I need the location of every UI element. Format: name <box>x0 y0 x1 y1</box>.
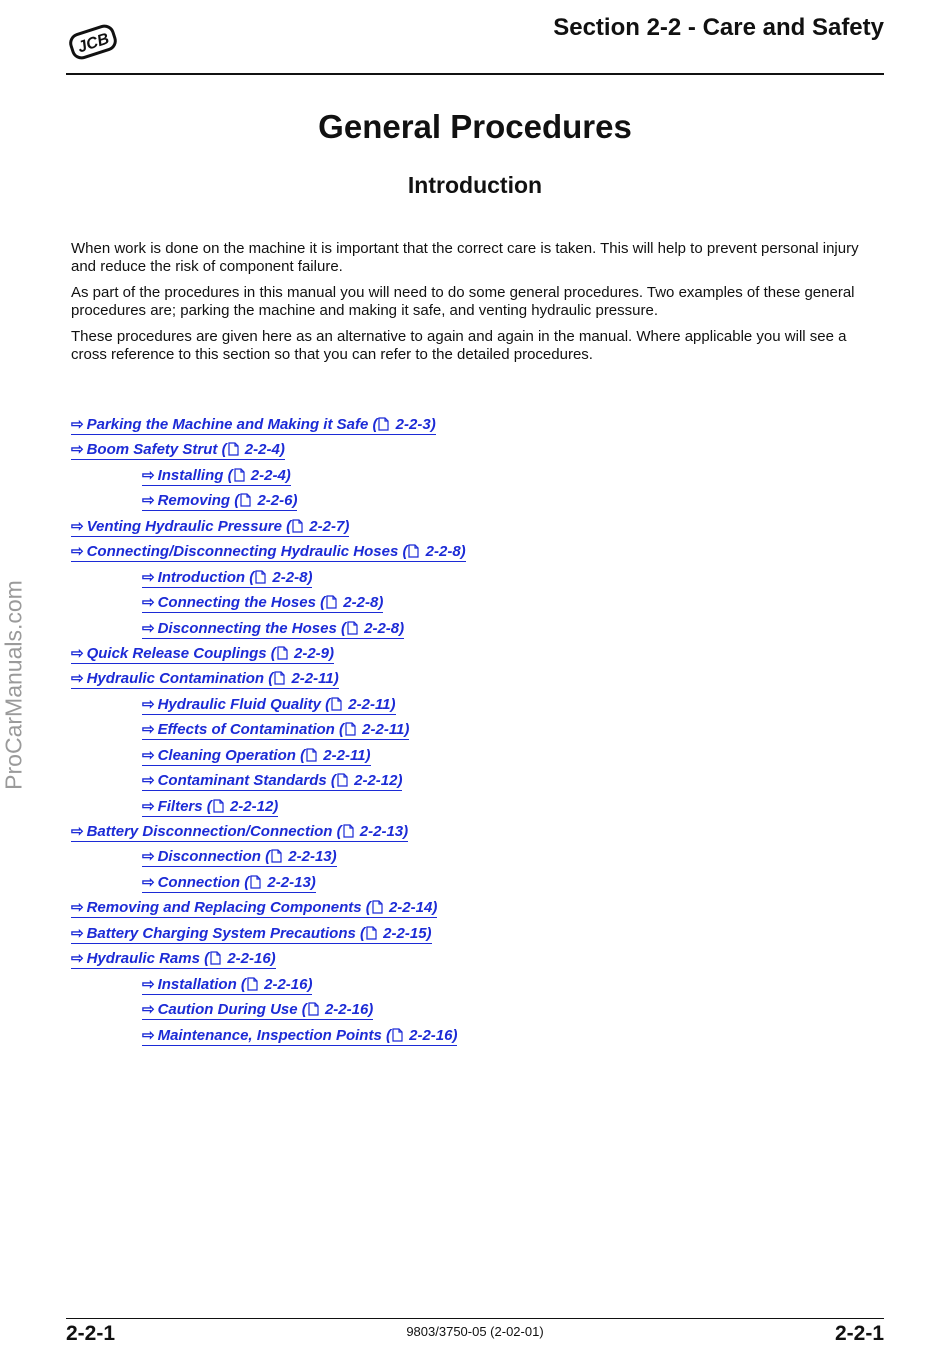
right-arrow-icon: ⇨ <box>142 797 155 815</box>
toc-link-label: Venting Hydraulic Pressure <box>86 517 282 535</box>
intro-text <box>71 240 881 372</box>
right-arrow-icon: ⇨ <box>142 695 155 713</box>
toc-link-label: Filters <box>157 797 203 815</box>
toc-entry <box>71 770 871 795</box>
header-divider <box>66 73 884 75</box>
toc-entry <box>71 974 871 999</box>
toc-page-ref: 2-2-13 <box>267 873 311 891</box>
toc-link[interactable]: ⇨ Effects of Contamination ( 2-2-11) <box>142 721 410 739</box>
right-arrow-icon: ⇨ <box>71 924 84 942</box>
section-title: Section 2-2 - Care and Safety <box>553 14 884 41</box>
toc-entry <box>71 846 871 871</box>
toc-link-label: Removing <box>157 492 231 510</box>
right-arrow-icon: ⇨ <box>142 746 155 764</box>
right-arrow-icon: ⇨ <box>71 543 84 561</box>
toc-link-label: Connection <box>157 873 241 891</box>
toc-link[interactable]: ⇨ Removing ( 2-2-6) <box>142 492 298 510</box>
toc-page-ref: 2-2-8 <box>425 543 461 561</box>
document-page-icon <box>250 875 261 889</box>
toc-link-label: Cleaning Operation <box>157 746 296 764</box>
toc-entry <box>71 745 871 770</box>
toc-link-label: Removing and Replacing Components <box>86 899 362 917</box>
document-page-icon <box>240 493 251 507</box>
right-arrow-icon: ⇨ <box>71 644 84 662</box>
toc-link[interactable]: ⇨ Disconnection ( 2-2-13) <box>142 848 337 866</box>
right-arrow-icon: ⇨ <box>142 1001 155 1019</box>
right-arrow-icon: ⇨ <box>71 517 84 535</box>
right-arrow-icon: ⇨ <box>142 848 155 866</box>
toc-entry <box>71 567 871 592</box>
toc-page-ref: 2-2-8 <box>343 594 379 612</box>
document-page-icon <box>234 468 245 482</box>
right-arrow-icon: ⇨ <box>142 1026 155 1044</box>
toc-link[interactable]: ⇨ Connecting/Disconnecting Hydraulic Hoses ( 2-2-8) <box>71 543 466 561</box>
right-arrow-icon: ⇨ <box>142 873 155 891</box>
document-page-icon <box>213 799 224 813</box>
toc-link-label: Hydraulic Fluid Quality <box>157 695 321 713</box>
toc-link[interactable]: ⇨ Boom Safety Strut ( 2-2-4) <box>71 441 285 459</box>
svg-text:JCB: JCB <box>75 30 112 57</box>
toc-link-label: Introduction <box>157 568 246 586</box>
document-page-icon <box>255 570 266 584</box>
toc-link-label: Caution During Use <box>157 1001 298 1019</box>
toc-link-label: Connecting/Disconnecting Hydraulic Hoses <box>86 543 399 561</box>
toc-entry <box>71 821 871 846</box>
right-arrow-icon: ⇨ <box>142 466 155 484</box>
toc-entry <box>71 694 871 719</box>
toc-link[interactable]: ⇨ Parking the Machine and Making it Safe ( 2-2-3) <box>71 416 436 433</box>
toc-entry <box>71 999 871 1024</box>
document-page-icon <box>366 926 377 940</box>
document-page-icon <box>408 544 419 558</box>
document-page-icon <box>271 849 282 863</box>
footer-document-code: 9803/3750-05 (2-02-01) <box>406 1324 544 1339</box>
toc-page-ref: 2-2-6 <box>257 492 293 510</box>
right-arrow-icon: ⇨ <box>71 441 84 459</box>
document-page-icon <box>326 595 337 609</box>
toc-link[interactable]: ⇨ Venting Hydraulic Pressure ( 2-2-7) <box>71 517 350 535</box>
toc-link-label: Hydraulic Rams <box>86 950 200 968</box>
toc-entry <box>71 897 871 922</box>
toc-page-ref: 2-2-7 <box>309 517 345 535</box>
toc-link-label: Effects of Contamination <box>157 721 335 739</box>
toc-link-label: Installation <box>157 975 237 993</box>
toc-entry <box>71 719 871 744</box>
right-arrow-icon: ⇨ <box>142 492 155 510</box>
toc-link-label: Installing <box>157 466 224 484</box>
toc-page-ref: 2-2-16 <box>324 1001 369 1019</box>
toc-entry <box>71 948 871 973</box>
toc-page-ref: 2-2-11 <box>348 695 391 713</box>
right-arrow-icon: ⇨ <box>142 594 155 612</box>
footer-page-number-left: 2-2-1 <box>66 1322 116 1345</box>
toc-page-ref: 2-2-16 <box>409 1026 453 1044</box>
toc-link[interactable]: ⇨ Contaminant Standards ( 2-2-12) <box>142 772 403 790</box>
toc-link[interactable]: ⇨ Caution During Use ( 2-2-16) <box>142 1001 374 1019</box>
toc-page-ref: 2-2-14 <box>388 899 433 917</box>
toc-entry <box>71 872 871 897</box>
right-arrow-icon: ⇨ <box>142 619 155 637</box>
toc-entry <box>71 414 871 439</box>
document-page-icon <box>274 671 285 685</box>
toc-link-label: Hydraulic Contamination <box>86 670 265 688</box>
toc-entry <box>71 439 871 464</box>
toc-page-ref: 2-2-16 <box>227 950 271 968</box>
toc-page-ref: 2-2-8 <box>364 619 400 637</box>
toc-page-ref: 2-2-11 <box>362 721 405 739</box>
toc-page-ref: 2-2-15 <box>383 924 427 942</box>
toc-entry <box>71 516 871 541</box>
document-page-icon <box>331 697 342 711</box>
toc-page-ref: 2-2-8 <box>272 568 308 586</box>
document-page-icon <box>345 722 356 736</box>
page-title: General Procedures <box>318 108 632 145</box>
toc-link[interactable]: ⇨ Quick Release Couplings ( 2-2-9) <box>71 644 335 662</box>
toc-link[interactable]: ⇨ Hydraulic Rams ( 2-2-16) <box>71 950 276 968</box>
watermark: ProCarManuals.com <box>0 580 27 790</box>
toc-page-ref: 2-2-16 <box>264 975 308 993</box>
subtitle: Introduction <box>407 172 543 198</box>
toc-link-label: Boom Safety Strut <box>86 441 218 459</box>
toc-entry <box>71 592 871 617</box>
toc-link-label: Battery Charging System Precautions <box>86 924 356 942</box>
toc-link-label: Parking the Machine and Making it Safe <box>86 416 369 433</box>
document-page-icon <box>337 773 348 787</box>
toc-link[interactable]: ⇨ Connection ( 2-2-13) <box>142 873 316 891</box>
jcb-logo <box>66 18 120 66</box>
toc-link[interactable]: ⇨ Introduction ( 2-2-8) <box>142 568 313 586</box>
toc-link-label: Battery Disconnection/Connection <box>86 823 333 840</box>
document-page-icon <box>306 748 317 762</box>
toc-page-ref: 2-2-11 <box>291 670 334 688</box>
document-page-icon <box>228 442 239 456</box>
right-arrow-icon: ⇨ <box>71 950 84 968</box>
document-page-icon <box>277 646 288 660</box>
document-page-icon <box>247 977 258 991</box>
toc-entry <box>71 541 871 566</box>
toc-link[interactable]: ⇨ Battery Charging System Precautions ( 2-2-15) <box>71 924 432 942</box>
intro-paragraph: These procedures are given here as an alternative to again and again in the manual. Where applicable you will see a cross reference to this section so that you can refer to the detailed procedures. <box>71 328 847 363</box>
toc-link[interactable]: ⇨ Installing ( 2-2-4) <box>142 466 291 484</box>
toc-entry <box>71 490 871 515</box>
toc-entry <box>71 618 871 643</box>
toc-link[interactable]: ⇨ Installation ( 2-2-16) <box>142 975 313 993</box>
toc-link[interactable]: ⇨ Battery Disconnection/Connection ( 2-2-13) <box>71 823 409 840</box>
toc-link[interactable]: ⇨ Hydraulic Fluid Quality ( 2-2-11) <box>142 695 396 713</box>
document-page-icon <box>292 519 303 533</box>
document-page-icon <box>372 900 383 914</box>
document-page-icon <box>378 417 389 431</box>
document-page-icon <box>210 951 221 965</box>
right-arrow-icon: ⇨ <box>71 416 84 433</box>
right-arrow-icon: ⇨ <box>71 823 84 840</box>
intro-paragraph: When work is done on the machine it is important that the correct care is taken. This will help to prevent personal injury and reduce the risk of component failure. <box>71 240 859 275</box>
toc-entry <box>71 668 871 693</box>
document-page-icon <box>347 621 358 635</box>
toc-link[interactable]: ⇨ Filters ( 2-2-12) <box>142 797 279 815</box>
toc-page-ref: 2-2-4 <box>250 466 286 484</box>
toc-link[interactable]: ⇨ Hydraulic Contamination ( 2-2-11) <box>71 670 339 688</box>
toc-link-label: Disconnection <box>157 848 261 866</box>
footer-page-number-right: 2-2-1 <box>834 1322 884 1345</box>
toc-link-label: Quick Release Couplings <box>86 644 267 662</box>
toc-page-ref: 2-2-13 <box>359 823 404 840</box>
toc-page-ref: 2-2-3 <box>395 416 431 433</box>
toc-entry <box>71 465 871 490</box>
document-page-icon <box>308 1002 319 1016</box>
toc-page-ref: 2-2-12 <box>229 797 274 815</box>
right-arrow-icon: ⇨ <box>142 975 155 993</box>
table-of-contents <box>71 414 871 1050</box>
intro-paragraph: As part of the procedures in this manual you will need to do some general procedures. Two examples of these general procedures are; parking the machine and making it safe, and venting hydraulic pressure. <box>71 284 855 319</box>
toc-entry <box>71 796 871 821</box>
toc-link[interactable]: ⇨ Maintenance, Inspection Points ( 2-2-16) <box>142 1026 458 1044</box>
toc-link-label: Disconnecting the Hoses <box>157 619 337 637</box>
right-arrow-icon: ⇨ <box>71 670 84 688</box>
toc-link[interactable]: ⇨ Removing and Replacing Components ( 2-2-14) <box>71 899 438 917</box>
toc-page-ref: 2-2-12 <box>354 772 398 790</box>
toc-link[interactable]: ⇨ Disconnecting the Hoses ( 2-2-8) <box>142 619 405 637</box>
toc-entry <box>71 923 871 948</box>
right-arrow-icon: ⇨ <box>71 899 84 917</box>
document-page-icon <box>392 1028 403 1042</box>
toc-page-ref: 2-2-11 <box>323 746 366 764</box>
toc-link[interactable]: ⇨ Cleaning Operation ( 2-2-11) <box>142 746 371 764</box>
document-page-icon <box>343 824 354 838</box>
right-arrow-icon: ⇨ <box>142 568 155 586</box>
toc-link-label: Connecting the Hoses <box>157 594 316 612</box>
toc-entry <box>71 1025 871 1050</box>
right-arrow-icon: ⇨ <box>142 772 155 790</box>
footer-divider <box>66 1318 884 1319</box>
toc-page-ref: 2-2-4 <box>244 441 280 459</box>
toc-link[interactable]: ⇨ Connecting the Hoses ( 2-2-8) <box>142 594 384 612</box>
toc-entry <box>71 643 871 668</box>
toc-page-ref: 2-2-9 <box>293 644 330 662</box>
toc-link-label: Contaminant Standards <box>157 772 327 790</box>
right-arrow-icon: ⇨ <box>142 721 155 739</box>
toc-link-label: Maintenance, Inspection Points <box>157 1026 382 1044</box>
toc-page-ref: 2-2-13 <box>288 848 332 866</box>
